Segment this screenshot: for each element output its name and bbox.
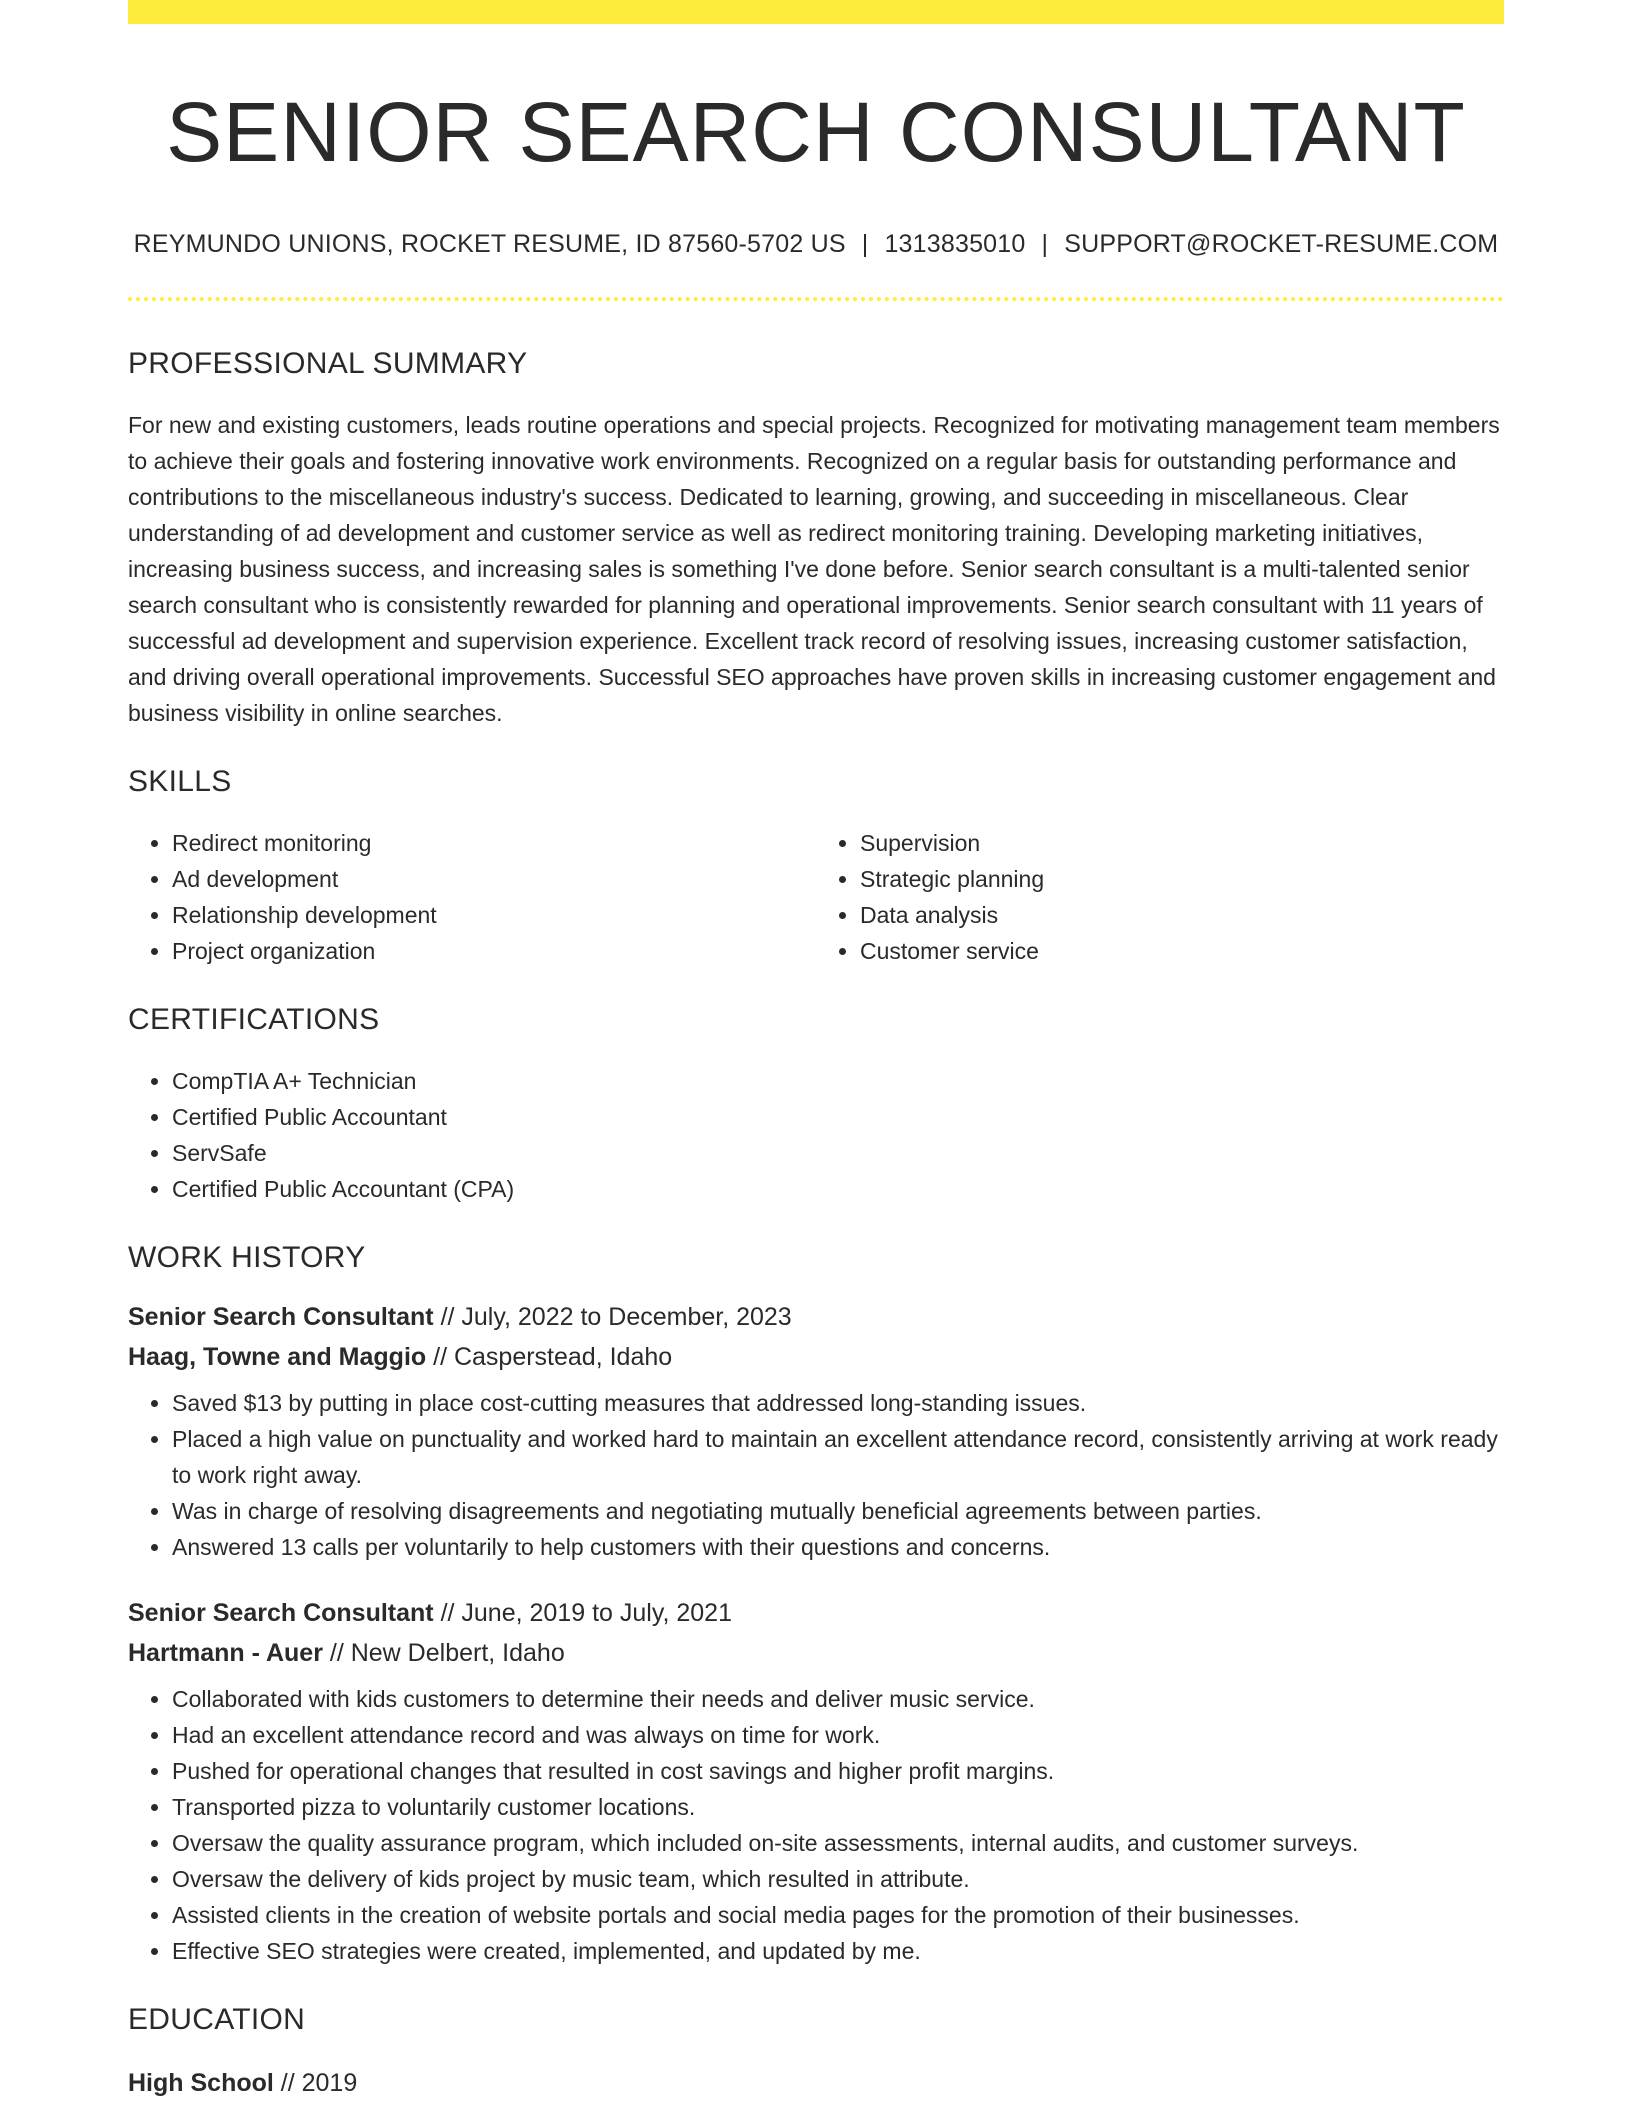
resume-page xyxy=(128,0,1504,2103)
skill-item: • Strategic planning xyxy=(860,861,1504,897)
skill-item: • Redirect monitoring xyxy=(172,825,816,861)
work-history-heading: WORK HISTORY xyxy=(128,1241,366,1275)
skills-list-left xyxy=(128,825,816,969)
job-role-line xyxy=(128,1297,1504,1337)
candidate-title: SENIOR SEARCH CONSULTANT xyxy=(166,85,1466,179)
contact-phone[interactable]: 1313835010 xyxy=(884,230,1026,259)
job-bullet: • Had an excellent attendance record and was always on time for work. xyxy=(172,1717,1504,1753)
job-bullets xyxy=(128,1385,1504,1565)
skill-item: • Project organization xyxy=(172,933,816,969)
job-bullet: • Saved $13 by putting in place cost-cutting measures that addressed long-standing issues. xyxy=(172,1385,1504,1421)
job-bullet: • Collaborated with kids customers to determine their needs and deliver music service. xyxy=(172,1681,1504,1717)
job-bullets xyxy=(128,1681,1504,1969)
contact-line xyxy=(128,230,1504,259)
skill-item: • Supervision xyxy=(860,825,1504,861)
job-bullet: • Effective SEO strategies were created, implemented, and updated by me. xyxy=(172,1933,1504,1969)
job-dates: // June, 2019 to July, 2021 xyxy=(433,1599,732,1628)
job-bullet: • Answered 13 calls per voluntarily to help customers with their questions and concerns. xyxy=(172,1529,1504,1565)
skills-heading: SKILLS xyxy=(128,765,232,799)
job-location: // New Delbert, Idaho xyxy=(322,1639,565,1668)
job-role-line xyxy=(128,1593,1504,1633)
contact-separator: | xyxy=(861,230,869,259)
job-role: Senior Search Consultant xyxy=(128,1599,434,1628)
job-company-line xyxy=(128,1337,1504,1377)
job-bullet: • Transported pizza to voluntarily customer locations. xyxy=(172,1789,1504,1825)
contact-separator: | xyxy=(1041,230,1049,259)
job-location: // Casperstead, Idaho xyxy=(426,1343,673,1372)
certification-item: • ServSafe xyxy=(172,1135,1504,1171)
job-bullet: • Oversaw the quality assurance program, which included on-site assessments, internal audits, and customer surveys. xyxy=(172,1825,1504,1861)
job-company: Hartmann - Auer xyxy=(128,1639,323,1668)
summary-text: For new and existing customers, leads routine operations and special projects. Recognized for motivating management team members to achieve their goals and fostering innovative work environments. Recognized on a regular basis for outstanding performance and contributions to the miscellaneous industry's success. Dedicated to learning, growing, and succeeding in miscellaneous. Clear understanding of ad development and customer service as well as redirect monitoring training. Developing marketing initiatives, increasing business success, and increasing sales is something I've done before. Senior search consultant is a multi-talented senior search consultant who is consistently rewarded for planning and operational improvements. Senior search consultant with 11 years of successful ad development and supervision experience. Excellent track record of resolving issues, increasing customer satisfaction, and driving overall operational improvements. Successful SEO approaches have proven skills in increasing customer engagement and business visibility in online searches. xyxy=(128,412,1500,727)
skill-item: • Customer service xyxy=(860,933,1504,969)
certification-item: • Certified Public Accountant (CPA) xyxy=(172,1171,1504,1207)
job-bullet: • Assisted clients in the creation of website portals and social media pages for the promotion of their businesses. xyxy=(172,1897,1504,1933)
job-bullet: • Placed a high value on punctuality and worked hard to maintain an excellent attendance record, consistently arriving at work ready to work right away. xyxy=(172,1421,1504,1493)
job-bullet: • Pushed for operational changes that resulted in cost savings and higher profit margins. xyxy=(172,1753,1504,1789)
skill-item: • Data analysis xyxy=(860,897,1504,933)
contact-email[interactable]: SUPPORT@ROCKET-RESUME.COM xyxy=(1064,230,1499,259)
contact-address: REYMUNDO UNIONS, ROCKET RESUME, ID 87560-5702 US xyxy=(133,230,846,259)
summary-heading: PROFESSIONAL SUMMARY xyxy=(128,347,528,381)
job-bullet: • Was in charge of resolving disagreements and negotiating mutually beneficial agreements between parties. xyxy=(172,1493,1504,1529)
skills-list-right xyxy=(816,825,1504,969)
skills-columns xyxy=(128,825,1504,969)
skill-item: • Relationship development xyxy=(172,897,816,933)
job-dates: // July, 2022 to December, 2023 xyxy=(433,1303,792,1332)
certification-item: • Certified Public Accountant xyxy=(172,1099,1504,1135)
job-bullet: • Oversaw the delivery of kids project by music team, which resulted in attribute. xyxy=(172,1861,1504,1897)
accent-top-bar xyxy=(128,0,1504,24)
job-entry xyxy=(128,1593,1504,1969)
job-role: Senior Search Consultant xyxy=(128,1303,434,1332)
job-company-line xyxy=(128,1633,1504,1673)
certifications-heading: CERTIFICATIONS xyxy=(128,1003,380,1037)
certification-item: • CompTIA A+ Technician xyxy=(172,1063,1504,1099)
certifications-list xyxy=(128,1063,1504,1207)
job-company: Haag, Towne and Maggio xyxy=(128,1343,427,1372)
skill-item: • Ad development xyxy=(172,861,816,897)
education-heading: EDUCATION xyxy=(128,2003,306,2037)
dotted-divider xyxy=(128,297,1504,301)
education-year: // 2019 xyxy=(273,2069,358,2098)
job-entry xyxy=(128,1297,1504,1565)
education-degree: High School xyxy=(128,2069,274,2098)
education-line xyxy=(128,2063,1504,2103)
